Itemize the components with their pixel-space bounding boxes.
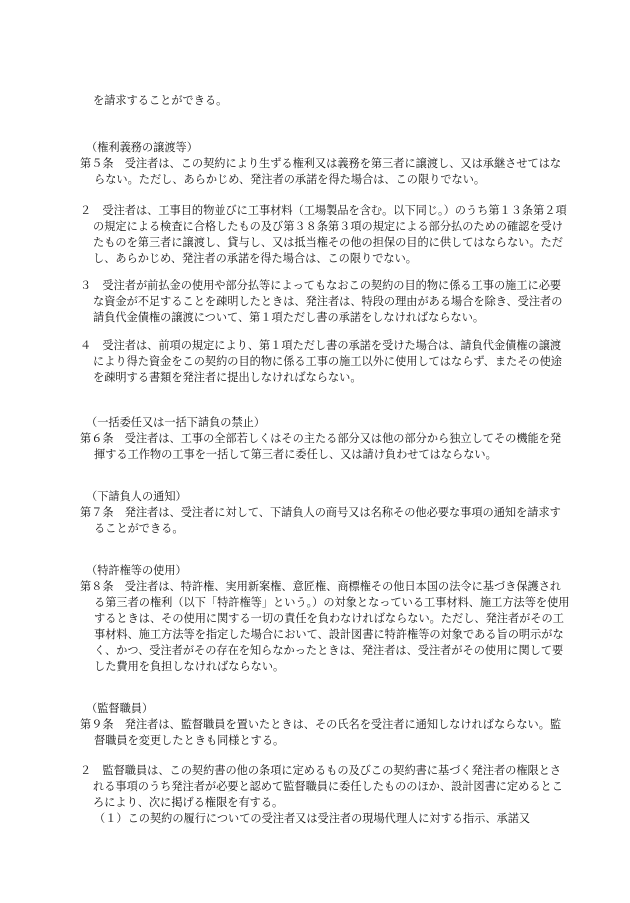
article-8-text: 第８条 受注者は、特許権、実用新案権、意匠権、商標権その他日本国の法令に基づき保護される第三者の権利（以下「特許権等」という。）の対象となっている工事材料、施工方法等を使用するときは、その使用に関する一切の責任を負わなければならない。ただし、発注者がその工事材料、施工方法等を指定した場合において、設計図書に特許権等の対象である旨の明示がなく、かつ、受注者がその存在を知らなかったときは、発注者は、受注者がその使用に関して要した費用を負担しなければならない。 [80, 580, 570, 673]
article-7-heading: （下請負人の通知） [86, 490, 187, 503]
article-7-text: 第７条 発注者は、受注者に対して、下請負人の商号又は名称その他必要な事項の通知を請求することができる。 [80, 506, 561, 535]
article-9-para-2: ２ 監督職員は、この契約書の他の条項に定めるもの及びこの契約書に基づく発注者の権限とされる事項のうち発注者が必要と認めて監督職員に委任したもののほか、設計図書に定めるところにより、次に掲げる権限を有する。 [80, 764, 563, 809]
article-5-para-4: ４ 受注者は、前項の規定により、第１項ただし書の承諾を受けた場合は、請負代金債権の譲渡により得た資金をこの契約の目的物に係る工事の施工以外に使用してはならず、またその使途を疎明する書類を発注者に提出しなければならない。 [80, 339, 562, 384]
article-9-item-1: （１）この契約の履行についての受注者又は受注者の現場代理人に対する指示、承諾又 [94, 812, 531, 825]
continuation-text: を請求することができる。 [93, 94, 228, 107]
article-9-heading: （監督職員） [86, 702, 154, 715]
article-6-heading: （一括委任又は一括下請負の禁止） [86, 416, 266, 429]
article-5-heading: （権利義務の譲渡等） [86, 141, 198, 154]
article-5-para-3: ３ 受注者が前払金の使用や部分払等によってもなおこの契約の目的物に係る工事の施工に必要な資金が不足することを疎明したときは、発注者は、特段の理由がある場合を除き、受注者の請負代金債権の譲渡について、第１項ただし書の承諾をしなければならない。 [80, 279, 563, 324]
article-5-text: 第５条 受注者は、この契約により生ずる権利又は義務を第三者に譲渡し、又は承継させてはならない。ただし、あらかじめ、発注者の承諾を得た場合は、この限りでない。 [80, 157, 562, 186]
article-5-para-2: ２ 受注者は、工事目的物並びに工事材料（工場製品を含む。以下同じ。）のうち第１３条第２項の規定による検査に合格したもの及び第３８条第３項の規定による部分払のための確認を受けたものを第三者に譲渡し、貸与し、又は抵当権その他の担保の目的に供してはならない。ただし、あらかじめ、発注者の承諾を得た場合は、この限りでない。 [80, 204, 567, 265]
article-8-heading: （特許権等の使用） [86, 564, 187, 577]
article-9-text: 第９条 発注者は、監督職員を置いたときは、その氏名を受注者に通知しなければならない。監督職員を変更したときも同様とする。 [80, 718, 562, 747]
article-6-text: 第６条 受注者は、工事の全部若しくはその主たる部分又は他の部分から独立してその機能を発揮する工作物の工事を一括して第三者に委任し、又は請け負わせてはならない。 [80, 432, 562, 461]
